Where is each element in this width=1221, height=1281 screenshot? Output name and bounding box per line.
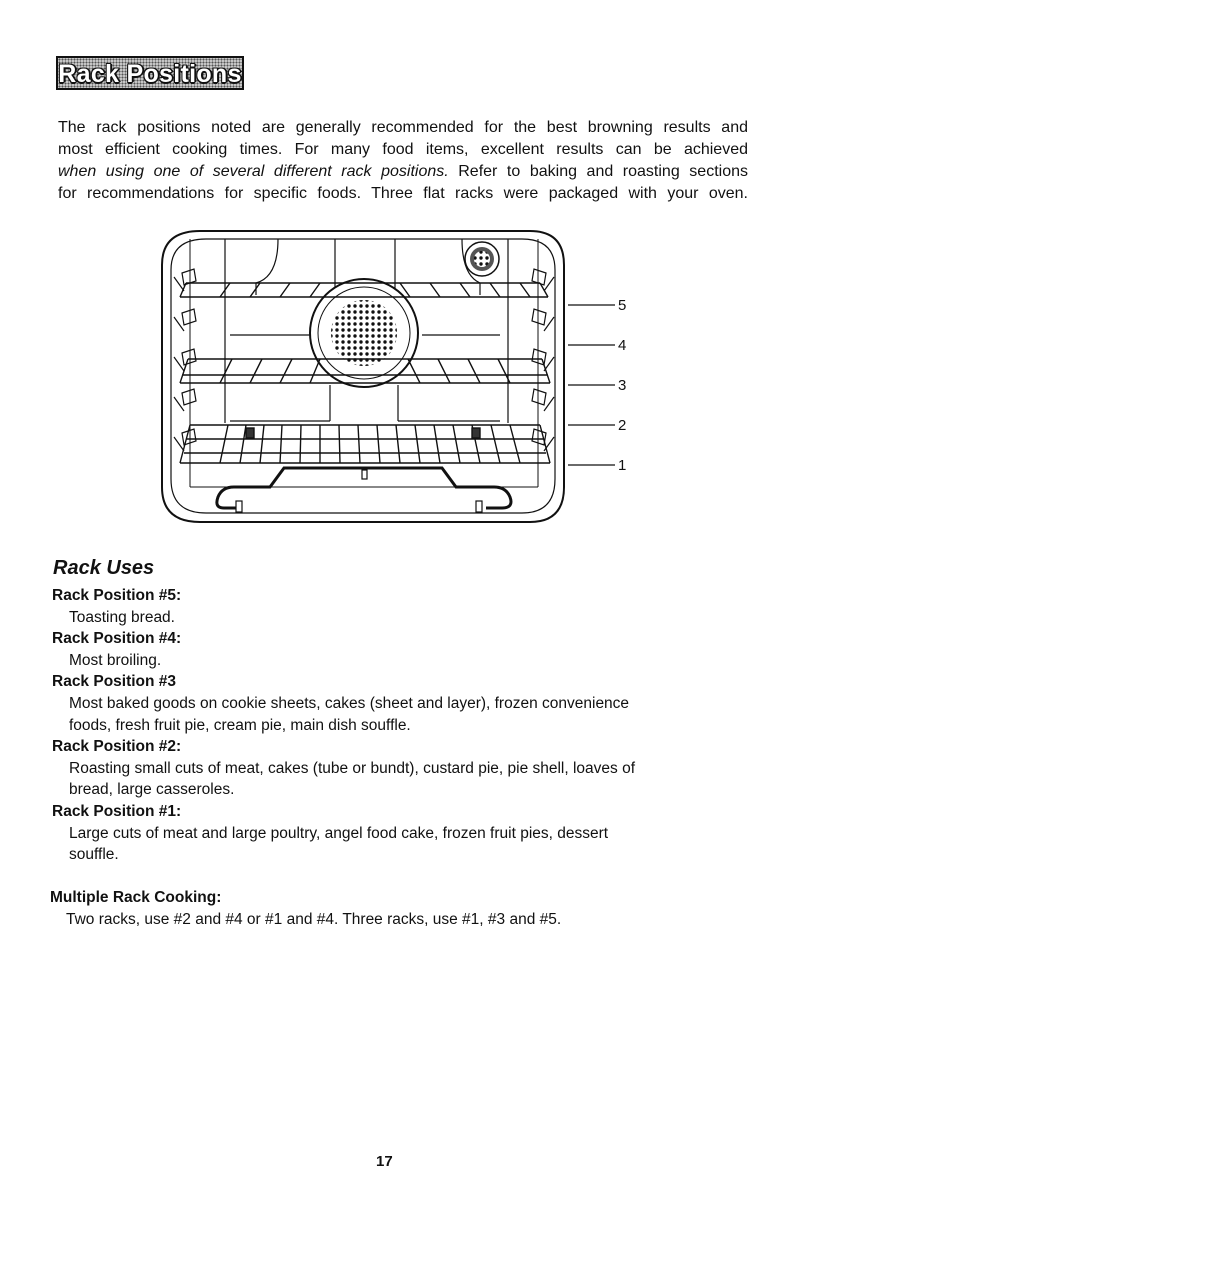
light-icon — [465, 242, 499, 276]
rack-position-1-desc-line-2: souffle. — [69, 846, 119, 864]
oven-rack-diagram-svg — [160, 225, 640, 525]
intro-line-1: The rack positions noted are generally recommended for the best browning results and — [58, 119, 748, 136]
rack-position-1-label: Rack Position #1: — [52, 802, 182, 820]
rack-position-5-label: Rack Position #5: — [52, 587, 182, 604]
rack-label-5: 5 — [618, 297, 627, 314]
rack-position-2-desc-line-1: Roasting small cuts of meat, cakes (tube or bundt), custard pie, pie shell, loaves of — [69, 759, 636, 777]
intro-line-2: most efficient cooking times. For many food items, excellent results can be achieved — [58, 141, 748, 158]
intro-line-3 — [58, 161, 748, 183]
multiple-rack-text: Two racks, use #2 and #4 or #1 and #4. Three racks, use #1, #3 and #5. — [66, 911, 562, 928]
rack-label-1: 1 — [618, 457, 627, 474]
section-title: Rack Positions — [58, 60, 242, 88]
page-number: 17 — [376, 1153, 393, 1170]
intro-line-3-italic: when using one of several different rack positions. — [58, 163, 449, 180]
rack-position-3-desc-line-2: foods, fresh fruit pie, cream pie, main dish souffle. — [69, 716, 411, 734]
multiple-rack-heading: Multiple Rack Cooking: — [50, 889, 222, 906]
rack-position-1-desc-line-1: Large cuts of meat and large poultry, angel food cake, frozen fruit pies, dessert — [69, 824, 609, 842]
rack-position-3-label: Rack Position #3 — [52, 673, 177, 691]
rack-position-4-desc: Most broiling. — [69, 651, 162, 669]
rack-uses-list — [52, 585, 752, 866]
rack-position-5-desc: Toasting bread. — [69, 608, 175, 626]
rack-position-leaders — [568, 305, 615, 465]
rack-label-2: 2 — [618, 417, 627, 434]
section-title-banner — [56, 56, 244, 90]
convection-fan-icon — [310, 279, 418, 387]
rack-position-4-label: Rack Position #4: — [52, 630, 182, 648]
rack-position-2-desc-line-2: bread, large casseroles. — [69, 781, 235, 799]
rack-position-3-desc-line-1: Most baked goods on cookie sheets, cakes (sheet and layer), frozen convenience — [69, 694, 630, 712]
rack-label-3: 3 — [618, 377, 627, 394]
oven-rack-diagram — [160, 225, 640, 525]
rack-1 — [180, 425, 550, 463]
rack-label-4: 4 — [618, 337, 627, 354]
rack-supports-left — [174, 269, 196, 451]
rack-uses-heading: Rack Uses — [53, 557, 155, 579]
rack-position-2-label: Rack Position #2: — [52, 738, 182, 756]
intro-line-4: for recommendations for specific foods. Three flat racks were packaged with your oven. — [58, 185, 748, 202]
intro-line-3-rest: Refer to baking and roasting sections — [448, 163, 748, 180]
element-terminals — [236, 470, 482, 512]
intro-paragraph — [58, 117, 748, 205]
